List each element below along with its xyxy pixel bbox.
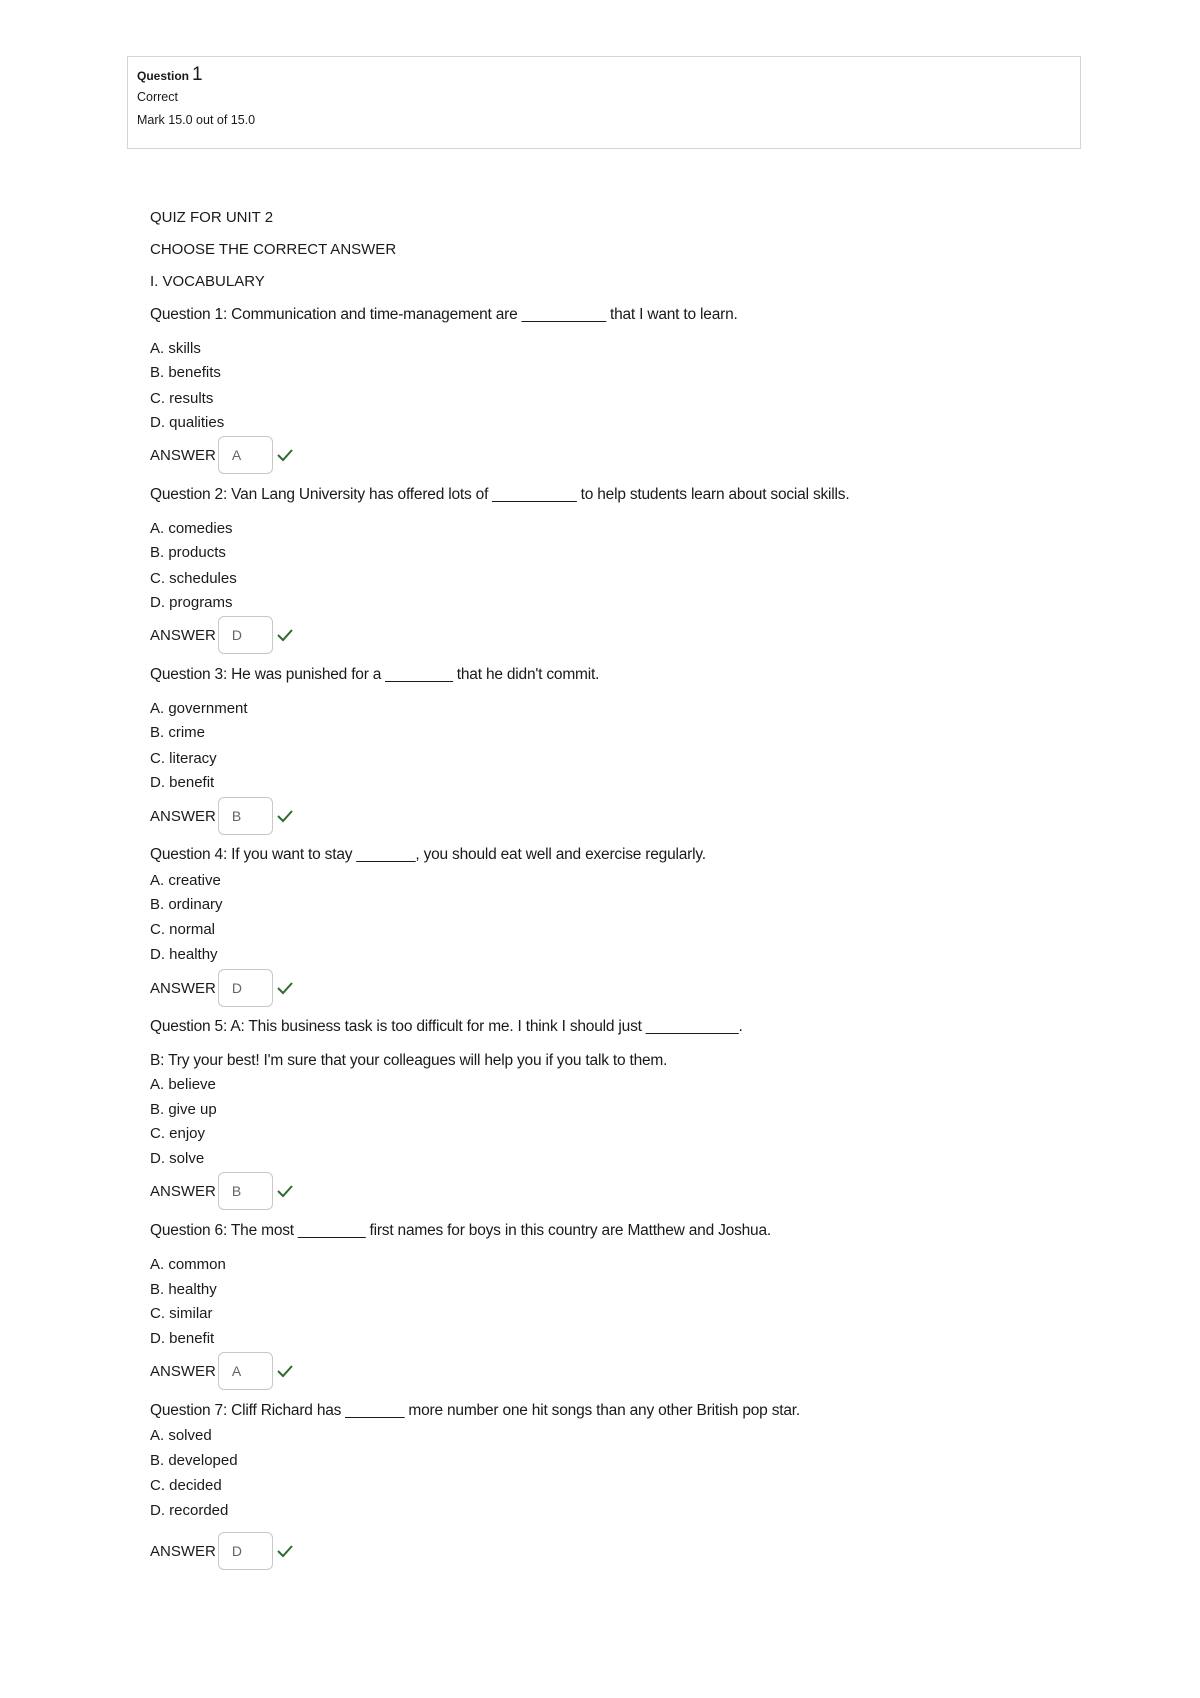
option: A. creative [150,872,221,889]
option: D. programs [150,594,233,611]
question-mark: Mark 15.0 out of 15.0 [137,113,256,127]
question-stem: Question 5: A: This business task is too difficult for me. I think I should just ___________. [150,1018,743,1035]
answer-row [150,796,294,836]
answer-input[interactable]: D [218,1532,273,1570]
quiz-title: QUIZ FOR UNIT 2 [150,209,274,226]
option: C. schedules [150,570,237,587]
option: A. believe [150,1076,216,1093]
option: B. crime [150,724,206,741]
option: D. healthy [150,946,218,963]
option: C. normal [150,921,216,938]
option: B. products [150,544,226,561]
question-state: Correct [137,90,178,104]
instruction: CHOOSE THE CORRECT ANSWER [150,241,397,258]
option: A. comedies [150,520,233,537]
question-word: Question [137,69,190,83]
option: B. ordinary [150,896,223,913]
answer-row [150,968,294,1008]
correct-check-icon [276,981,294,995]
option: B. benefits [150,364,221,381]
answer-label: ANSWER [150,1542,216,1560]
option: D. benefit [150,1330,215,1347]
answer-input[interactable]: A [218,436,273,474]
question-info-box [127,56,1081,149]
answer-row [150,435,294,475]
answer-input[interactable]: D [218,616,273,654]
option: B. healthy [150,1281,217,1298]
option: B. developed [150,1452,238,1469]
question-stem: Question 2: Van Lang University has offered lots of __________ to help students learn about social skills. [150,486,850,503]
correct-check-icon [276,1544,294,1558]
question-stem: Question 3: He was punished for a ________ that he didn't commit. [150,666,600,683]
option: D. solve [150,1150,205,1167]
option: C. similar [150,1305,213,1322]
question-stem: Question 6: The most ________ first names for boys in this country are Matthew and Joshua. [150,1222,772,1239]
option: A. skills [150,340,201,357]
option: D. benefit [150,774,215,791]
answer-input[interactable]: B [218,1172,273,1210]
answer-row [150,1531,294,1571]
section-heading: I. VOCABULARY [150,273,265,290]
answer-input[interactable]: A [218,1352,273,1390]
answer-row [150,1171,294,1211]
question-stem: Question 4: If you want to stay _______, you should eat well and exercise regularly. [150,846,706,863]
answer-input[interactable]: B [218,797,273,835]
question-stem: Question 7: Cliff Richard has _______ more number one hit songs than any other British pop star. [150,1402,800,1419]
question-number: 1 [192,64,203,85]
question-number-line [137,64,1071,86]
correct-check-icon [276,809,294,823]
option: D. qualities [150,414,225,431]
answer-label: ANSWER [150,807,216,825]
option: D. recorded [150,1502,229,1519]
answer-label: ANSWER [150,1362,216,1380]
answer-label: ANSWER [150,446,216,464]
correct-check-icon [276,1184,294,1198]
answer-label: ANSWER [150,626,216,644]
option: A. solved [150,1427,212,1444]
answer-row [150,615,294,655]
option: A. government [150,700,248,717]
answer-label: ANSWER [150,1182,216,1200]
question-stem-dialogue: B: Try your best! I'm sure that your colleagues will help you if you talk to them. [150,1052,668,1069]
correct-check-icon [276,448,294,462]
option: A. common [150,1256,226,1273]
correct-check-icon [276,628,294,642]
question-stem: Question 1: Communication and time-management are __________ that I want to learn. [150,306,738,323]
answer-label: ANSWER [150,979,216,997]
correct-check-icon [276,1364,294,1378]
option: C. enjoy [150,1125,206,1142]
option: C. results [150,390,214,407]
answer-input[interactable]: D [218,969,273,1007]
option: B. give up [150,1101,217,1118]
answer-row [150,1351,294,1391]
option: C. literacy [150,750,217,767]
option: C. decided [150,1477,222,1494]
